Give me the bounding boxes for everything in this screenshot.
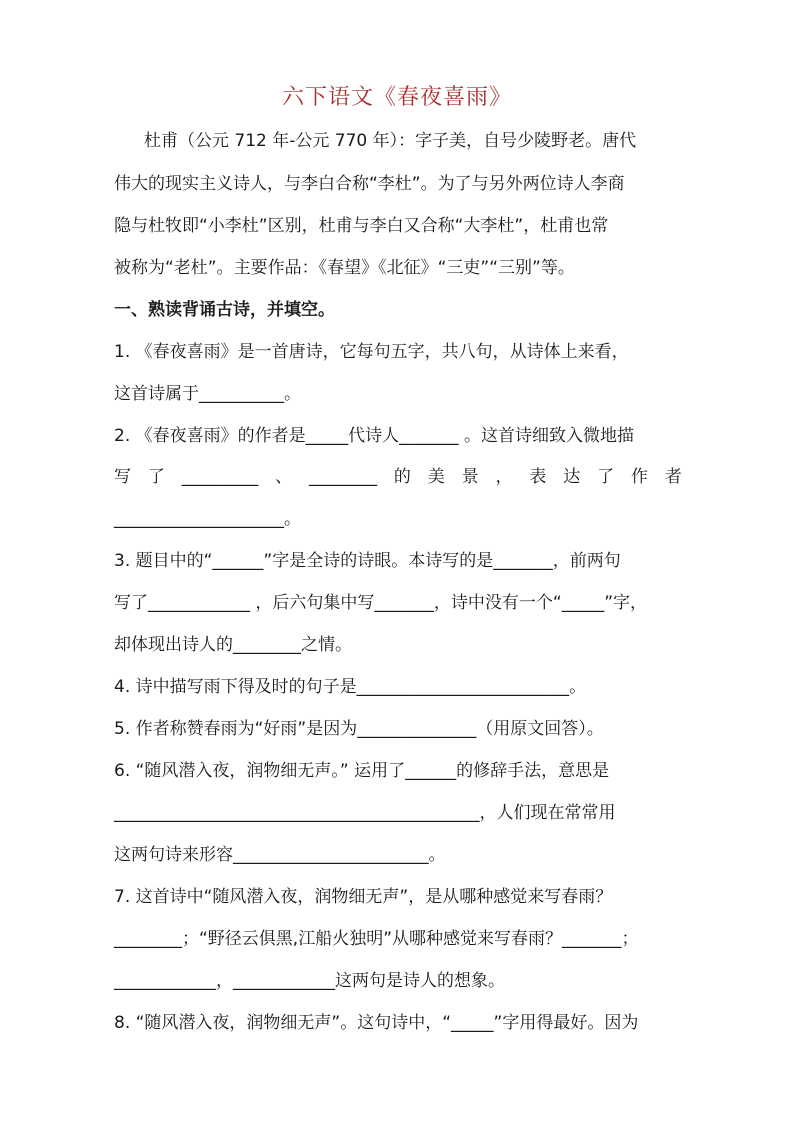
question-4-line: 4. 诗中描写雨下得及时的句子是_________________________。 <box>114 677 587 697</box>
question-1-line: 这首诗属于__________。 <box>114 384 301 404</box>
text-segment: 了 <box>147 467 165 487</box>
intro-line: 杜甫（公元 712 年-公元 770 年）：字子美，自号少陵野老。唐代 <box>144 131 637 151</box>
text-segment: 了 <box>597 467 615 487</box>
blank-segment: ________ <box>309 467 377 487</box>
text-segment: 景 <box>461 467 479 487</box>
page-title: 六下语文《春夜喜雨》 <box>281 85 512 110</box>
text-segment: 写 <box>114 467 131 487</box>
question-3-line: 3. 题目中的“______”字是全诗的诗眼。本诗写的是_______，前两句 <box>114 551 621 571</box>
question-6-line: ___________________________________________，人们现在常常用 <box>114 803 616 823</box>
text-segment: 的 <box>393 467 411 487</box>
question-7-line: ____________，____________这两句是诗人的想象。 <box>114 971 505 991</box>
question-3-line: 写了____________ ，后六句集中写_______，诗中没有一个“_____”字， <box>114 593 648 613</box>
question-2-justified-line <box>114 463 682 491</box>
question-8-line: 8. “随风潜入夜，润物细无声”。这句诗中，“_____”字用得最好。因为 <box>114 1013 639 1033</box>
section-heading: 一、熟读背诵古诗，并填空。 <box>114 300 335 320</box>
question-6-line: 这两句诗来形容_______________________。 <box>114 845 446 865</box>
intro-line: 隐与杜牧即“小李杜”区别，杜甫与李白又合称“大李杜”，杜甫也常 <box>114 216 609 236</box>
blank-segment: _________ <box>181 467 259 487</box>
text-segment: 达 <box>563 467 581 487</box>
text-segment: 美 <box>427 467 445 487</box>
question-7-line: ________；“野径云俱黑,江船火独明”从哪种感觉来写春雨？_______； <box>114 929 639 949</box>
question-6-line: 6. “随风潜入夜，润物细无声。” 运用了______的修辞手法，意思是 <box>114 761 610 781</box>
text-segment: 表 <box>529 467 547 487</box>
text-segment: 者 <box>664 467 682 487</box>
question-7-line: 7. 这首诗中“随风潜入夜，润物细无声”，是从哪种感觉来写春雨？ <box>114 887 613 907</box>
question-3-line: 却体现出诗人的________之情。 <box>114 635 352 655</box>
text-segment: 、 <box>275 467 293 487</box>
question-2-line: 2. 《春夜喜雨》的作者是_____代诗人_______ 。这首诗细致入微地描 <box>114 426 635 446</box>
question-1-line: 1. 《春夜喜雨》是一首唐诗，它每句五字，共八句，从诗体上来看， <box>114 342 629 362</box>
intro-line: 伟大的现实主义诗人，与李白合称“李杜”。为了与另外两位诗人李商 <box>114 174 625 194</box>
question-2-line: ____________________。 <box>114 509 301 529</box>
text-segment: 作 <box>631 467 648 487</box>
question-5-line: 5. 作者称赞春雨为“好雨”是因为______________（用原文回答）。 <box>114 719 604 739</box>
text-segment: ， <box>495 467 513 487</box>
intro-line: 被称为“老杜”。主要作品：《春望》《北征》“三吏”“三别”等。 <box>114 258 575 278</box>
